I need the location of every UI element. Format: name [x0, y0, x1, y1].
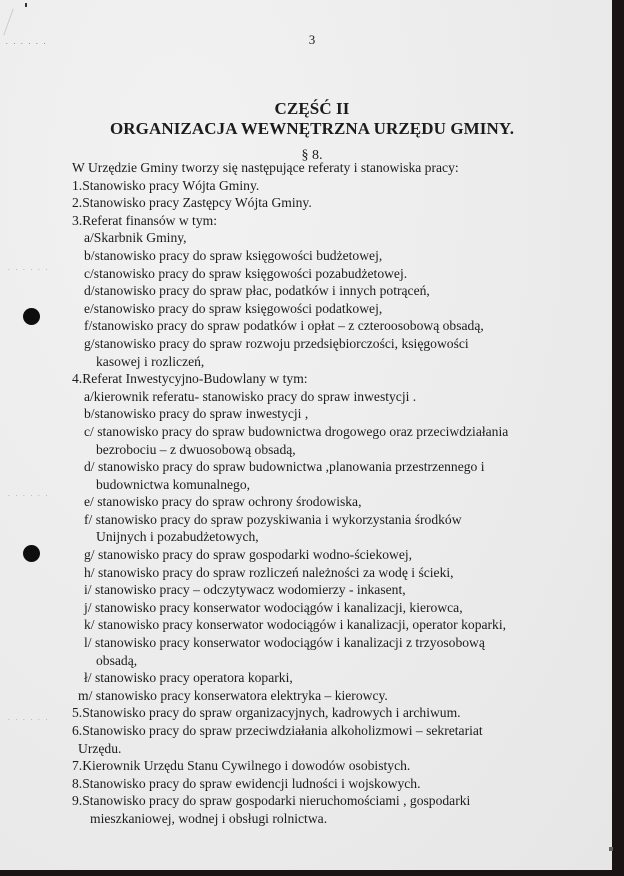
- page-number: 3: [308, 32, 316, 47]
- section-number: § 8.: [301, 148, 323, 163]
- sub-list-item: b/stanowisko pracy do spraw księgowości budżetowej,: [84, 247, 383, 263]
- sub-list-item: e/ stanowisko pracy do spraw ochrony środowiska,: [84, 494, 362, 510]
- margin-dots: . . . . . .: [8, 714, 50, 722]
- list-item: 5.Stanowisko pracy do spraw organizacyjnych, kadrowych i archiwum.: [72, 705, 461, 721]
- document-body: [72, 159, 572, 828]
- sub-list-item: m/ stanowisko pracy konserwatora elektryka – kierowcy.: [78, 687, 388, 703]
- list-item: 8.Stanowisko pracy do spraw ewidencji ludności i wojskowych.: [72, 775, 421, 791]
- punch-hole-icon: [23, 308, 40, 325]
- sub-list-item-continuation: kasowej i rozliczeń,: [96, 353, 205, 369]
- sub-list-item: d/ stanowisko pracy do spraw budownictwa ,planowania przestrzennego i: [84, 459, 485, 475]
- list-item: 7.Kierownik Urzędu Stanu Cywilnego i dowodów osobistych.: [72, 758, 411, 774]
- intro-paragraph: W Urzędzie Gminy tworzy się następujące referaty i stanowiska pracy:: [72, 160, 459, 175]
- sub-list-item: d/stanowisko pracy do spraw płac, podatków i innych potrąceń,: [84, 283, 430, 299]
- sub-list-item: a/Skarbnik Gminy,: [84, 230, 187, 246]
- sub-list-item-continuation: budownictwa komunalnego,: [96, 476, 251, 492]
- punch-hole-icon: [23, 545, 40, 562]
- margin-dots: . . . . . .: [8, 490, 50, 498]
- sub-list-item: l/ stanowisko pracy konserwator wodociągów i kanalizacji z trzyosobową: [84, 635, 485, 651]
- list-item: 3.Referat finansów w tym:: [72, 212, 217, 228]
- sub-list-item: e/stanowisko pracy do spraw księgowości podatkowej,: [84, 300, 383, 316]
- sub-list-item: b/stanowisko pracy do spraw inwestycji ,: [84, 406, 309, 422]
- list-item: 2.Stanowisko pracy Zastępcy Wójta Gminy.: [72, 195, 312, 211]
- sub-list-item: g/ stanowisko pracy do spraw gospodarki wodno-ściekowej,: [84, 547, 413, 563]
- list-item: 1.Stanowisko pracy Wójta Gminy.: [72, 177, 260, 193]
- sub-list-item: f/stanowisko pracy do spraw podatków i opłat – z czteroosobową obsadą,: [84, 318, 484, 334]
- sub-list-item: c/stanowisko pracy do spraw księgowości pozabudżetowej.: [84, 265, 408, 281]
- sub-list-item: g/stanowisko pracy do spraw rozwoju przedsiębiorczości, księgowości: [84, 335, 469, 351]
- margin-dots: . . . . . .: [6, 38, 48, 46]
- sub-list-item: f/ stanowisko pracy do spraw pozyskiwania i wykorzystania środków: [84, 511, 462, 527]
- list-item: 9.Stanowisko pracy do spraw gospodarki nieruchomościami , gospodarki: [72, 793, 471, 809]
- sub-list-item: i/ stanowisko pracy – odczytywacz wodomierzy - inkasent,: [84, 582, 406, 598]
- list-item: 6.Stanowisko pracy do spraw przeciwdziałania alkoholizmowi – sekretariat: [72, 723, 483, 738]
- scan-mark: [25, 3, 27, 7]
- sub-list-item-continuation: Unijnych i pozabudżetowych,: [96, 529, 259, 545]
- part-heading: CZĘŚĆ II: [274, 99, 350, 118]
- sub-list-item: ł/ stanowisko pracy operatora koparki,: [84, 670, 293, 686]
- list-item: 4.Referat Inwestycyjno-Budowlany w tym:: [72, 371, 308, 387]
- sub-list-item-continuation: bezrobociu – z dwuosobową obsadą,: [96, 441, 296, 457]
- margin-dots: . . . . . .: [8, 264, 50, 272]
- list-item-continuation: mieszkaniowej, wodnej i obsługi rolnictwa.: [90, 810, 328, 826]
- list-item-continuation: Urzędu.: [78, 740, 122, 756]
- sub-list-item: h/ stanowisko pracy do spraw rozliczeń należności za wodę i ścieki,: [84, 564, 454, 580]
- sub-list-item: c/ stanowisko pracy do spraw budownictwa drogowego oraz przeciwdziałania: [84, 423, 509, 439]
- sub-list-item: a/kierownik referatu- stanowisko pracy do spraw inwestycji .: [84, 388, 417, 404]
- document-title: ORGANIZACJA WEWNĘTRZNA URZĘDU GMINY.: [109, 119, 515, 138]
- sub-list-item: k/ stanowisko pracy konserwator wodociągów i kanalizacji, operator koparki,: [84, 617, 507, 633]
- sub-list-item-continuation: obsadą,: [96, 652, 138, 668]
- sub-list-item: j/ stanowisko pracy konserwator wodociągów i kanalizacji, kierowca,: [84, 599, 463, 615]
- corner-mark: [609, 847, 613, 851]
